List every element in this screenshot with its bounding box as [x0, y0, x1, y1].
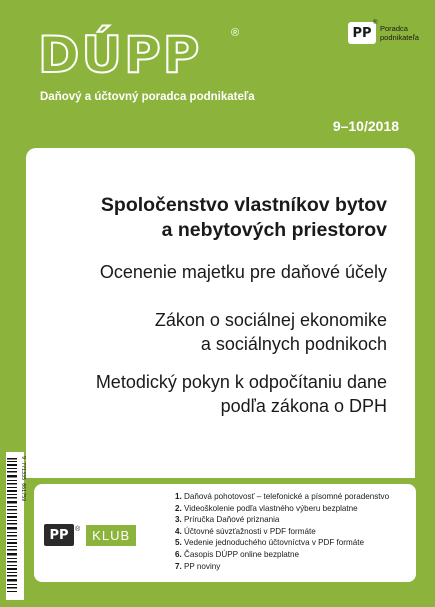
benefit-text: Videoškolenie podľa vlastného výberu bezplatne	[184, 503, 358, 513]
publisher-badge: PP	[348, 22, 376, 44]
headline-2	[100, 261, 387, 284]
benefit-text: Daňová pohotovosť – telefonické a písomné poradenstvo	[184, 492, 390, 501]
headline-1	[101, 193, 387, 243]
benefit-number: 2.	[175, 503, 182, 513]
headline-3	[155, 308, 387, 356]
benefit-number: 5.	[175, 538, 182, 548]
publisher-registered-mark: ®	[373, 20, 378, 26]
headline-3-line-2: a sociálnych podnikoch	[200, 334, 387, 354]
benefit-text: Účtovné súvzťažnosti v PDF formáte	[184, 526, 316, 536]
headline-3-line-1: Zákon o sociálnej ekonomike	[154, 310, 387, 330]
barcode-graphic	[6, 452, 24, 600]
list-item	[175, 491, 389, 503]
benefit-text: Vedenie jednoduchého účtovníctva v PDF formáte	[184, 538, 364, 548]
headline-1-line-2: a nebytových priestorov	[161, 219, 387, 241]
benefits-list	[175, 491, 389, 572]
magazine-logo: DÚPP	[38, 26, 202, 84]
barcode-number: 9 771335 061759	[20, 456, 26, 502]
headline-1-line-1: Spoločenstvo vlastníkov bytov	[100, 194, 387, 216]
pp-klub-logo	[44, 524, 136, 546]
publisher-name: Poradca podnikateľa	[380, 24, 419, 42]
list-item	[175, 514, 389, 526]
benefit-number: 6.	[175, 549, 182, 559]
benefit-text: PP noviny	[184, 561, 221, 571]
klub-registered-mark: ®	[75, 525, 81, 533]
headline-4-line-1: Metodický pokyn k odpočítaniu dane	[95, 372, 387, 392]
klub-badge: PP	[44, 524, 74, 546]
headline-2-line-1: Ocenenie majetku pre daňové účely	[99, 262, 387, 282]
benefit-number: 1.	[175, 492, 182, 501]
benefit-number: 3.	[175, 515, 182, 525]
headline-4-line-2: podľa zákona o DPH	[220, 396, 387, 416]
benefit-text: Časopis DÚPP online bezplatne	[184, 549, 300, 559]
list-item	[175, 549, 389, 561]
logo-registered-mark: ®	[231, 27, 240, 39]
magazine-tagline: Daňový a účtovný poradca podnikateľa	[40, 91, 255, 103]
list-item	[175, 526, 389, 538]
klub-word: KLUB	[86, 525, 136, 546]
issue-number: 9–10/2018	[332, 118, 399, 134]
headline-card	[26, 148, 415, 478]
benefit-text: Príručka Daňové priznania	[184, 515, 280, 525]
list-item	[175, 503, 389, 515]
headline-4	[96, 370, 387, 418]
list-item	[175, 561, 389, 573]
benefit-number: 4.	[175, 526, 182, 536]
benefit-number: 7.	[175, 561, 182, 571]
list-item	[175, 537, 389, 549]
barcode	[6, 452, 24, 600]
